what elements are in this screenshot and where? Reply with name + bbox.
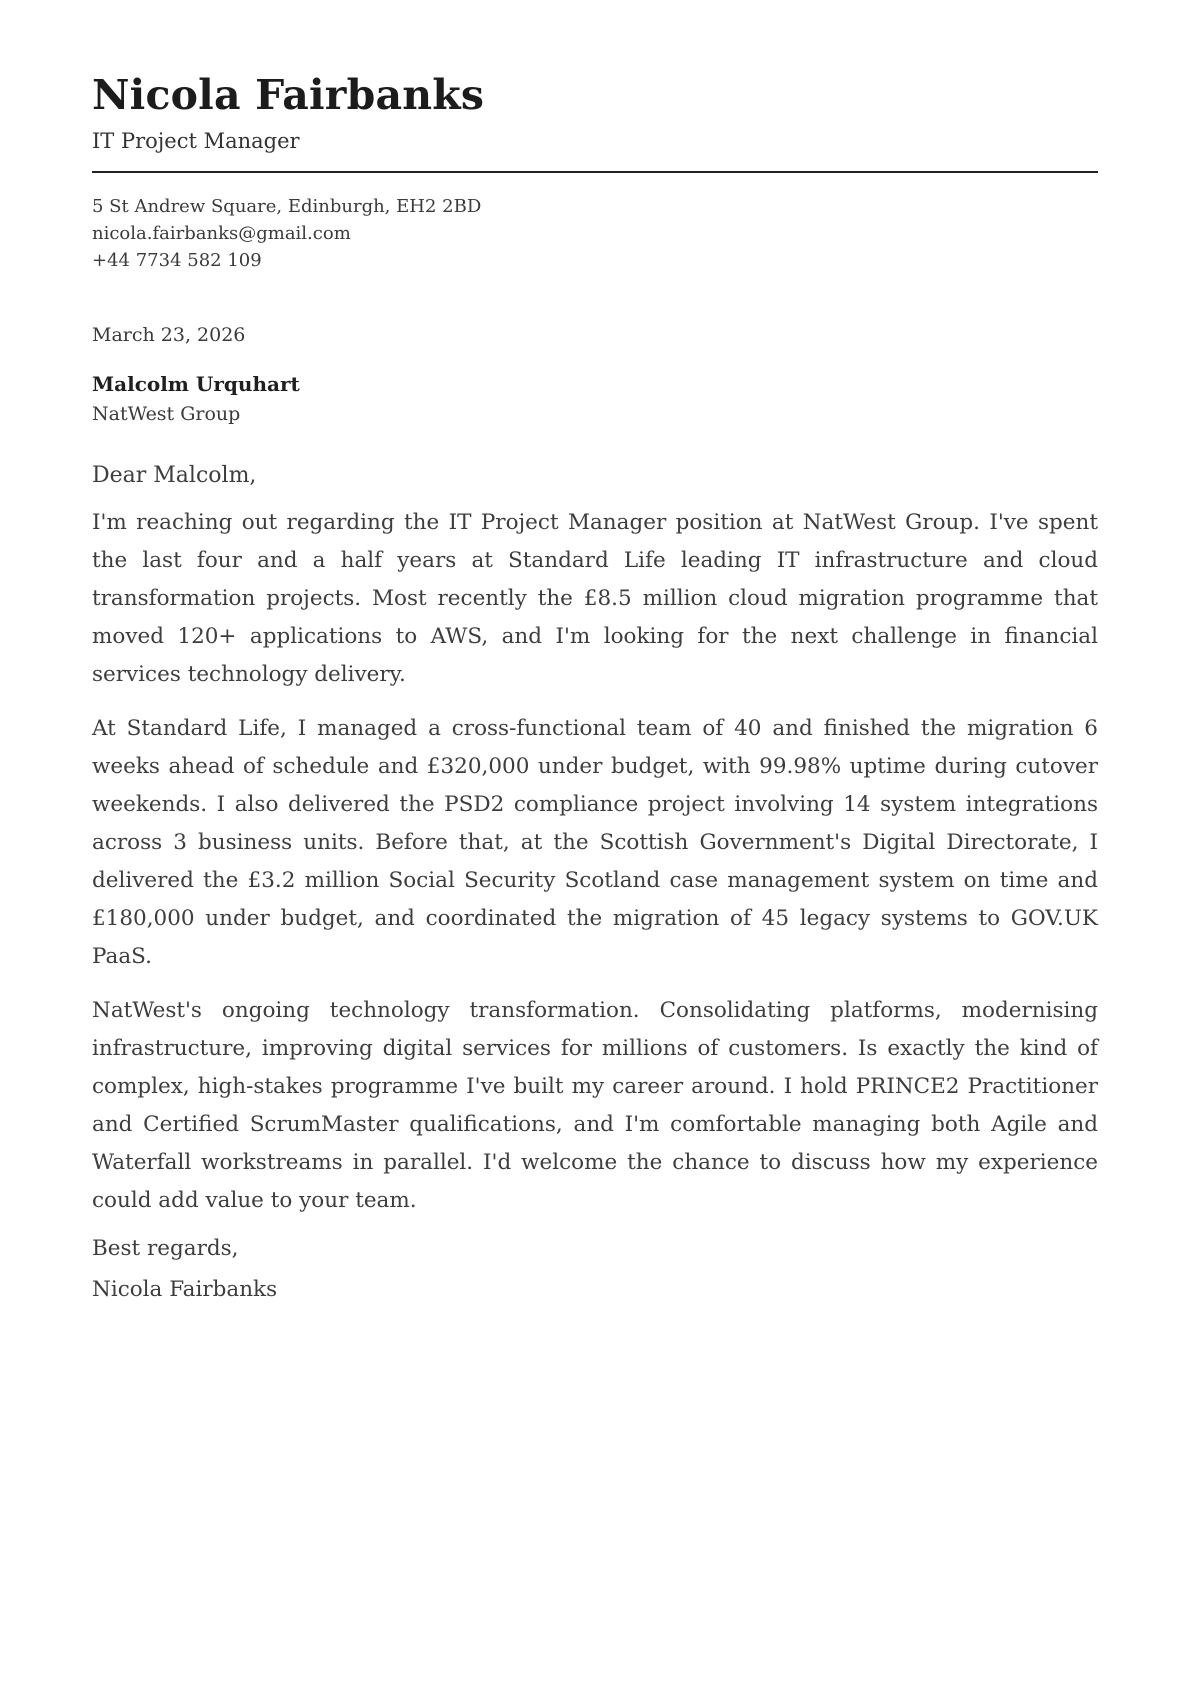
header-divider: [92, 171, 1098, 173]
contact-address: 5 St Andrew Square, Edinburgh, EH2 2BD: [92, 196, 482, 218]
letter-paragraph-2: At Standard Life, I managed a cross-functional team of 40 and finished the migration 6 weeks ahead of schedule and £320,000 under budget, with 99.98% uptime during cutover weekends. I also delivered the PSD2 compliance project involving 14 system integrations across 3 business units. Before that, at the Scottish Government's Digital Directorate, I delivered the £3.2 million Social Security Scotland case management system on time and £180,000 under budget, and coordinated the migration of 45 legacy systems to GOV.UK PaaS.: [92, 716, 1098, 970]
recipient-name: Malcolm Urquhart: [92, 372, 300, 397]
letter-paragraph-1: I'm reaching out regarding the IT Project Manager position at NatWest Group. I've spent the last four and a half years at Standard Life leading IT infrastructure and cloud transformation projects. Most recently the £8.5 million cloud migration programme that moved 120+ applications to AWS, and I'm looking for the next challenge in financial services technology delivery.: [92, 510, 1098, 688]
candidate-job-title: IT Project Manager: [92, 129, 300, 154]
contact-phone: +44 7734 582 109: [92, 250, 262, 272]
closing: Best regards,: [92, 1236, 239, 1262]
letter-body: [92, 463, 1098, 1309]
recipient-block: [92, 372, 1098, 425]
contact-block: [92, 193, 1098, 274]
letter-header: [92, 72, 1098, 173]
letter-date: March 23, 2026: [92, 324, 246, 347]
candidate-name: Nicola Fairbanks: [92, 71, 485, 119]
contact-email: nicola.fairbanks@gmail.com: [92, 223, 351, 245]
recipient-company: NatWest Group: [92, 403, 241, 426]
salutation: Dear Malcolm,: [92, 463, 257, 489]
signature-name: Nicola Fairbanks: [92, 1277, 278, 1303]
letter-paragraph-3: NatWest's ongoing technology transformation. Consolidating platforms, modernising infrastructure, improving digital services for millions of customers. Is exactly the kind of complex, high-stakes programme I've built my career around. I hold PRINCE2 Practitioner and Certified ScrumMaster qualifications, and I'm comfortable managing both Agile and Waterfall workstreams in parallel. I'd welcome the chance to discuss how my experience could add value to your team.: [92, 998, 1098, 1214]
